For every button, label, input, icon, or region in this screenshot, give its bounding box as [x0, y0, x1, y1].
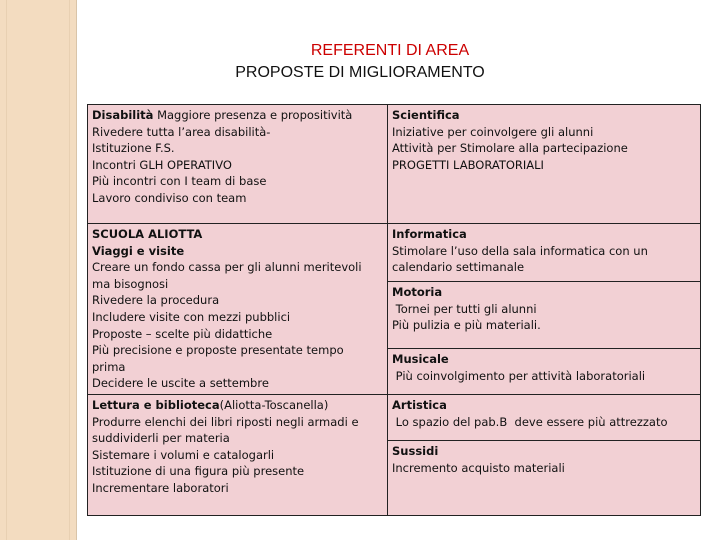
title-proposte: PROPOSTE DI MIGLIORAMENTO: [235, 64, 485, 81]
row-divider: [387, 440, 701, 441]
musicale-heading: Musicale: [392, 352, 449, 366]
aliotta-line: Includere visite con mezzi pubblici: [92, 309, 291, 324]
aliotta-line: ma bisognosi: [92, 276, 169, 291]
motoria-line: Tornei per tutti gli alunni: [392, 301, 537, 316]
informatica-line: Stimolare l’uso della sala informatica con un: [392, 243, 648, 258]
lettura-heading: Lettura e biblioteca: [92, 398, 220, 412]
row-divider: [87, 223, 701, 224]
cell-musicale: [388, 349, 700, 394]
lettura-heading-line: [92, 397, 383, 414]
aliotta-line: prima: [92, 359, 126, 374]
aliotta-line: Creare un fondo cassa per gli alunni meritevoli: [92, 260, 362, 275]
scientifica-line: PROGETTI LABORATORIALI: [392, 157, 544, 172]
disabilita-line: Rivedere tutta l’area disabilità-: [92, 124, 271, 139]
disabilita-heading: Disabilità: [92, 108, 154, 122]
informatica-line: calendario settimanale: [392, 260, 525, 275]
lettura-heading-rest: (Aliotta-Toscanella): [219, 398, 329, 412]
title-referenti: REFERENTI DI AREA: [310, 42, 470, 59]
cell-lettura: [88, 395, 387, 515]
column-divider: [387, 104, 388, 516]
lettura-line: Incrementare laboratori: [92, 480, 229, 495]
cell-sussidi: [388, 441, 700, 515]
motoria-line: Più pulizia e più materiali.: [392, 318, 541, 333]
scientifica-heading: Scientifica: [392, 108, 460, 122]
aliotta-line: Proposte – scelte più didattiche: [92, 326, 273, 341]
cell-disabilita: [88, 105, 387, 223]
disabilita-heading-line: [92, 107, 383, 124]
aliotta-heading: SCUOLA ALIOTTA: [92, 227, 203, 241]
lettura-line: Sistemare i volumi e catalogarli: [92, 447, 275, 462]
scientifica-line: Iniziative per coinvolgere gli alunni: [392, 124, 594, 139]
scientifica-line: Attività per Stimolare alla partecipazione: [392, 141, 628, 156]
row-divider: [387, 281, 701, 282]
aliotta-line: Decidere le uscite a settembre: [92, 376, 269, 391]
row-divider: [87, 394, 701, 395]
cell-motoria: [388, 282, 700, 348]
row-divider: [387, 348, 701, 349]
sussidi-line: Incremento acquisto materiali: [392, 460, 565, 475]
sussidi-heading: Sussidi: [392, 444, 439, 458]
aliotta-line: Più precisione e proposte presentate tempo: [92, 343, 344, 358]
motoria-heading: Motoria: [392, 285, 443, 299]
cell-scientifica: [388, 105, 700, 223]
cell-aliotta: [88, 224, 387, 394]
aliotta-line: Rivedere la procedura: [92, 293, 220, 308]
disabilita-heading-rest: Maggiore presenza e propositività: [153, 108, 353, 122]
disabilita-line: Incontri GLH OPERATIVO: [92, 157, 232, 172]
lettura-line: Produrre elenchi dei libri riposti negli armadi e: [92, 414, 359, 429]
lettura-line: suddividerli per materia: [92, 431, 230, 446]
cell-informatica: [388, 224, 700, 281]
lettura-line: Istituzione di una figura più presente: [92, 464, 305, 479]
artistica-heading: Artistica: [392, 398, 447, 412]
informatica-heading: Informatica: [392, 227, 467, 241]
artistica-line: Lo spazio del pab.B deve essere più attrezzato: [392, 414, 668, 429]
disabilita-line: Più incontri con I team di base: [92, 174, 267, 189]
disabilita-line: Lavoro condiviso con team: [92, 190, 247, 205]
aliotta-subheading: Viaggi e visite: [92, 243, 185, 258]
musicale-line: Più coinvolgimento per attività laboratoriali: [392, 368, 646, 383]
disabilita-line: Istituzione F.S.: [92, 141, 175, 156]
cell-artistica: [388, 395, 700, 440]
